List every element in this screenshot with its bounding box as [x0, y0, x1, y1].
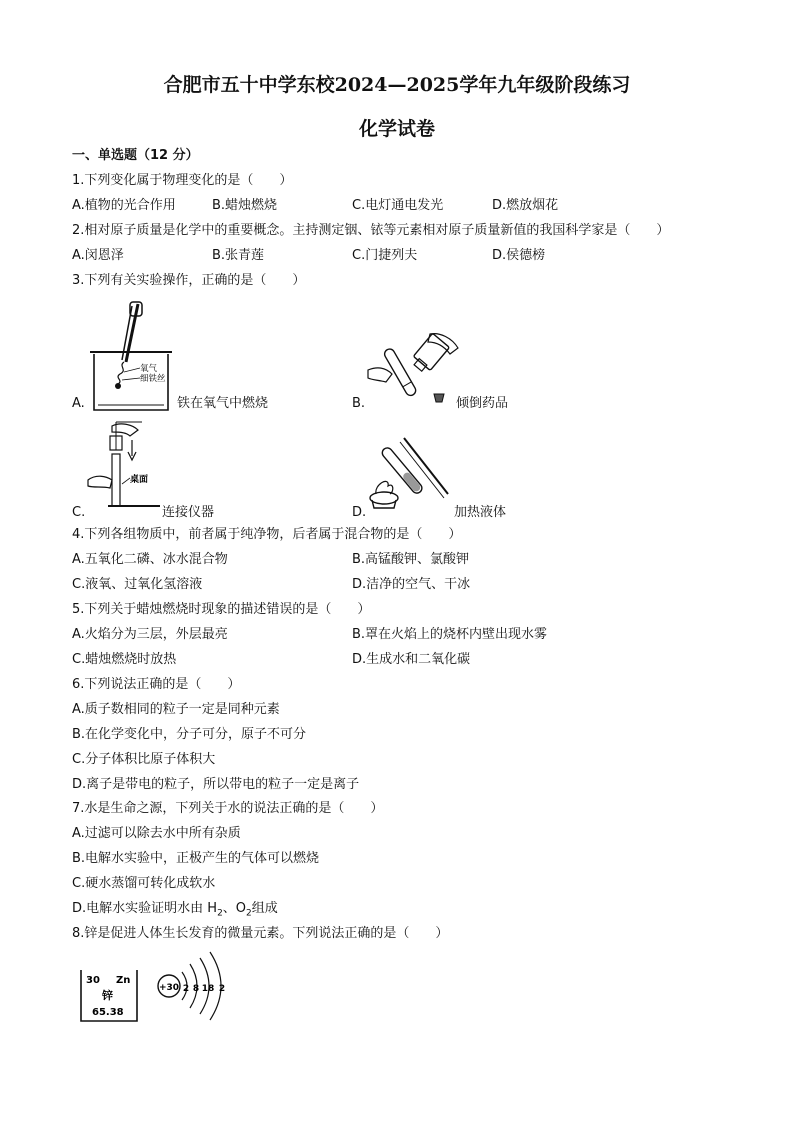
iron-wire-label: 细铁丝: [140, 374, 166, 384]
heating-liquid-figure: [364, 436, 454, 512]
q7-option-d-sub2: 2: [246, 908, 252, 919]
q2-option-a: A.闵恩泽: [72, 248, 124, 263]
shell-4-electrons: 2: [218, 984, 226, 994]
exam-subtitle: 化学试卷: [358, 118, 435, 140]
q6-option-c: C.分子体积比原子体积大: [72, 752, 216, 767]
shell-1-electrons: 2: [182, 984, 190, 994]
q1-stem: 1.下列变化属于物理变化的是（ ）: [72, 173, 293, 188]
q5-option-c: C.蜡烛燃烧时放热: [72, 652, 177, 667]
q7-option-d-suffix: 组成: [251, 901, 278, 916]
q6-option-d: D.离子是带电的粒子，所以带电的粒子一定是离子: [72, 777, 360, 792]
oxygen-label: 氧气: [140, 364, 158, 374]
q2-stem: 2.相对原子质量是化学中的重要概念。主持测定铟、铱等元素相对原子质量新值的我国科学家是（ ）: [72, 223, 670, 238]
q1-option-c: C.电灯通电发光: [352, 198, 444, 213]
q3-option-c-letter: C.: [72, 505, 86, 520]
q3-option-a-letter: A.: [72, 396, 85, 411]
q6-stem: 6.下列说法正确的是（ ）: [72, 677, 241, 692]
element-symbol: Zn: [116, 975, 131, 986]
element-name: 锌: [102, 989, 113, 1002]
q3-option-a-caption: 铁在氧气中燃烧: [177, 396, 269, 411]
q7-option-d-sub1: 2: [217, 908, 223, 919]
q1-option-d: D.燃放烟花: [492, 198, 559, 213]
q5-option-b: B.罩在火焰上的烧杯内壁出现水雾: [352, 627, 548, 642]
q1-option-a: A.植物的光合作用: [72, 198, 176, 213]
q3-option-b-letter: B.: [352, 396, 366, 411]
atomic-number: 30: [86, 975, 100, 986]
q7-option-d-mid: 、O: [222, 901, 247, 916]
q7-option-b: B.电解水实验中，正极产生的气体可以燃烧: [72, 851, 320, 866]
atomic-mass: 65.38: [92, 1007, 124, 1018]
q1-option-b: B.蜡烛燃烧: [212, 198, 278, 213]
exam-title: 合肥市五十中学东校2024—2025学年九年级阶段练习: [163, 74, 631, 96]
q4-option-a: A.五氧化二磷、冰水混合物: [72, 552, 228, 567]
q5-stem: 5.下列关于蜡烛燃烧时现象的描述错误的是（ ）: [72, 602, 371, 617]
q5-option-d: D.生成水和二氧化碳: [352, 652, 471, 667]
q3-stem: 3.下列有关实验操作，正确的是（ ）: [72, 273, 306, 288]
q3-option-c-caption: 连接仪器: [162, 505, 215, 520]
iron-burning-figure: [88, 300, 184, 412]
q3-option-b-caption: 倾倒药品: [456, 396, 509, 411]
q7-option-d: [72, 900, 278, 923]
q7-option-a: A.过滤可以除去水中所有杂质: [72, 826, 241, 841]
q2-option-c: C.门捷列夫: [352, 248, 418, 263]
q2-option-d: D.侯德榜: [492, 248, 546, 263]
q4-option-c: C.液氧、过氧化氢溶液: [72, 577, 203, 592]
q7-option-c: C.硬水蒸馏可转化成软水: [72, 876, 216, 891]
q2-option-b: B.张青莲: [212, 248, 265, 263]
q6-option-b: B.在化学变化中，分子可分，原子不可分: [72, 727, 307, 742]
q3-option-d-letter: D.: [352, 505, 367, 520]
q7-stem: 7.水是生命之源，下列关于水的说法正确的是（ ）: [72, 801, 384, 816]
zinc-element-card: [78, 968, 140, 1024]
q7-option-d-prefix: D.电解水实验证明水由 H: [72, 901, 218, 916]
q6-option-a: A.质子数相同的粒子一定是同种元素: [72, 702, 280, 717]
q4-option-d: D.洁净的空气、干冰: [352, 577, 471, 592]
q4-stem: 4.下列各组物质中，前者属于纯净物，后者属于混合物的是（ ）: [72, 527, 462, 542]
section-heading: 一、单选题（12 分）: [72, 148, 199, 163]
shell-2-electrons: 8: [192, 984, 200, 994]
nucleus-charge: +30: [158, 983, 180, 993]
shell-3-electrons: 18: [201, 984, 215, 994]
q8-stem: 8.锌是促进人体生长发育的微量元素。下列说法正确的是（ ）: [72, 926, 449, 941]
desk-label: 桌面: [130, 475, 149, 485]
q5-option-a: A.火焰分为三层，外层最亮: [72, 627, 228, 642]
connecting-apparatus-figure: [86, 420, 162, 510]
q3-option-d-caption: 加热液体: [454, 505, 507, 520]
pouring-reagent-figure: [364, 330, 464, 410]
zinc-atom-structure-diagram: [154, 950, 234, 1026]
q4-option-b: B.高锰酸钾、氯酸钾: [352, 552, 470, 567]
